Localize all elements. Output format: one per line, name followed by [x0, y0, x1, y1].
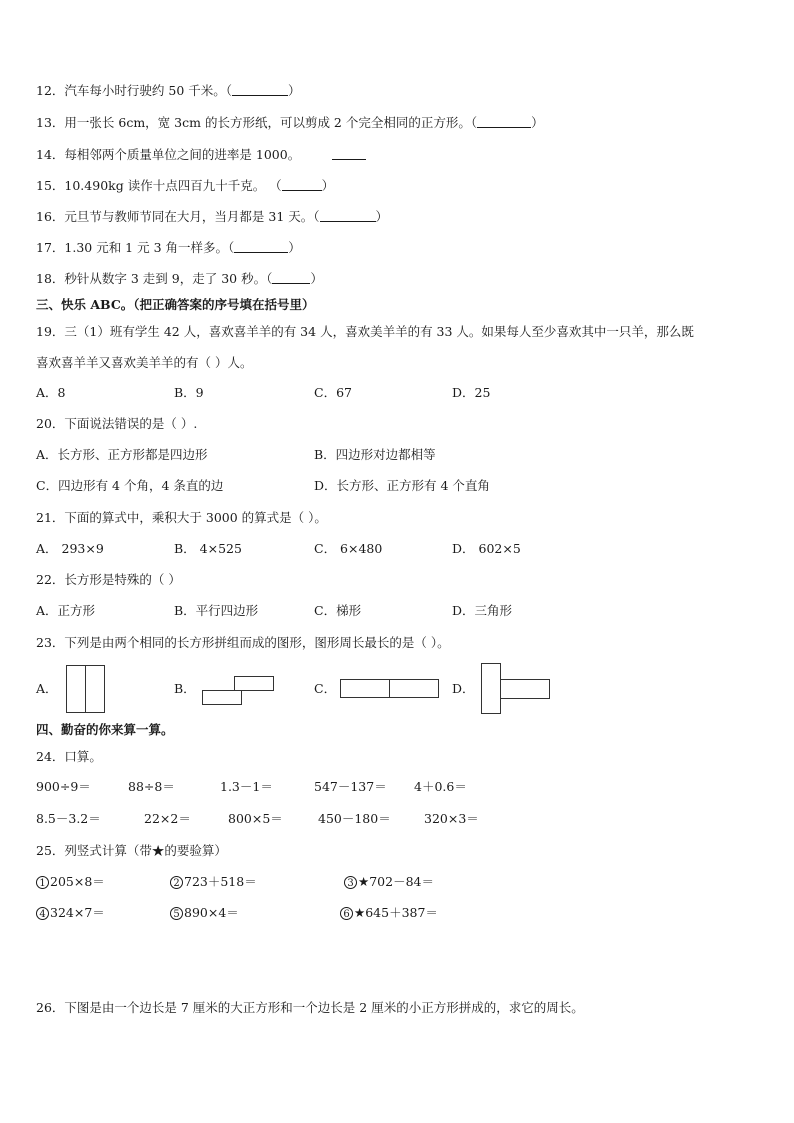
rectangle-shape [66, 665, 86, 713]
answer-blank[interactable] [332, 147, 366, 160]
section-3-heading: 三、快乐 ABC。（把正确答案的序号填在括号里） [36, 297, 315, 312]
answer-blank[interactable] [234, 240, 288, 253]
question-24: 24．口算。 [36, 749, 102, 764]
q22-option-c[interactable]: C．梯形 [314, 603, 362, 618]
question-15: 15．10.490kg 读作十点四百九十千克。 （ ） [36, 178, 335, 193]
q19-option-d[interactable]: D．25 [452, 385, 491, 400]
answer-blank[interactable] [232, 83, 288, 96]
q23-figure-b [202, 676, 274, 707]
question-12: 12．汽车每小时行驶约 50 千米。（ ） [36, 83, 301, 98]
q23-figure-d [481, 663, 551, 714]
question-22: 22．长方形是特殊的（ ） [36, 572, 181, 587]
q21-option-c[interactable]: C． 6×480 [314, 541, 383, 556]
question-23: 23．下列是由两个相同的长方形拼组而成的图形，图形周长最长的是（ ）。 [36, 635, 450, 650]
circled-number: 6 [340, 907, 353, 920]
q20-option-d[interactable]: D．长方形、正方形有 4 个直角 [314, 478, 490, 493]
oral-calc: 4＋0.6＝ [414, 779, 467, 794]
q23-option-a[interactable]: A． [36, 681, 58, 696]
question-21: 21．下面的算式中，乘积大于 3000 的算式是（ ）。 [36, 510, 327, 525]
q20-option-a[interactable]: A．长方形、正方形都是四边形 [36, 447, 208, 462]
q22-option-d[interactable]: D．三角形 [452, 603, 513, 618]
answer-blank[interactable] [282, 178, 322, 191]
circled-number: 3 [344, 876, 357, 889]
rectangle-shape [389, 679, 439, 698]
q21-option-d[interactable]: D． 602×5 [452, 541, 521, 556]
vertical-calc-item: 4 324×7＝ [36, 904, 105, 922]
vertical-calc-item: 5 890×4＝ [170, 904, 239, 922]
question-20: 20．下面说法错误的是（ ）. [36, 416, 198, 431]
answer-blank[interactable] [272, 271, 310, 284]
q23-option-b[interactable]: B． [174, 681, 196, 696]
q21-option-a[interactable]: A． 293×9 [36, 541, 104, 556]
q19-option-b[interactable]: B．9 [174, 385, 204, 400]
q23-figure-c [340, 679, 440, 699]
oral-calc: 800×5＝ [228, 811, 283, 826]
vertical-calc-item: 2 723＋518＝ [170, 873, 257, 891]
section-4-heading: 四、勤奋的你来算一算。 [36, 722, 174, 737]
oral-calc: 88÷8＝ [128, 779, 175, 794]
question-13: 13．用一张长 6cm，宽 3cm 的长方形纸，可以剪成 2 个完全相同的正方形。（ ） [36, 115, 544, 130]
q23-option-d[interactable]: D． [452, 681, 475, 696]
answer-blank[interactable] [320, 209, 376, 222]
rectangle-shape [202, 690, 242, 705]
rectangle-shape [481, 663, 501, 714]
q23-figure-a [66, 665, 106, 713]
oral-calc: 22×2＝ [144, 811, 191, 826]
vertical-calc-item: 1 205×8＝ [36, 873, 105, 891]
q20-option-b[interactable]: B．四边形对边都相等 [314, 447, 436, 462]
rectangle-shape [234, 676, 274, 691]
oral-calc: 1.3－1＝ [220, 779, 273, 794]
question-18: 18．秒针从数字 3 走到 9，走了 30 秒。（ ） [36, 271, 323, 286]
vertical-calc-item: 6 ★645＋387＝ [340, 904, 438, 922]
circled-number: 2 [170, 876, 183, 889]
oral-calc: 450－180＝ [318, 811, 391, 826]
question-25: 25．列竖式计算（带★的要验算） [36, 843, 227, 858]
q20-option-c[interactable]: C．四边形有 4 个角，4 条直的边 [36, 478, 224, 493]
circled-number: 1 [36, 876, 49, 889]
question-19-line2: 喜欢喜羊羊又喜欢美羊羊的有（ ）人。 [36, 355, 253, 370]
question-16: 16．元旦节与教师节同在大月，当月都是 31 天。（ ） [36, 209, 389, 224]
question-14: 14．每相邻两个质量单位之间的进率是 1000。 [36, 146, 366, 164]
oral-calc: 900÷9＝ [36, 779, 91, 794]
circled-number: 5 [170, 907, 183, 920]
rectangle-shape [500, 679, 550, 699]
question-19-line1: 19．三（1）班有学生 42 人，喜欢喜羊羊的有 34 人，喜欢美羊羊的有 33 人。如果每人至少喜欢其中一只羊，那么既 [36, 324, 694, 339]
q22-option-b[interactable]: B．平行四边形 [174, 603, 259, 618]
q19-option-a[interactable]: A．8 [36, 385, 66, 400]
q22-option-a[interactable]: A．正方形 [36, 603, 96, 618]
rectangle-shape [340, 679, 390, 698]
vertical-calc-item: 3 ★702－84＝ [344, 873, 434, 891]
question-17: 17．1.30 元和 1 元 3 角一样多。（ ） [36, 240, 301, 255]
question-26: 26．下图是由一个边长是 7 厘米的大正方形和一个边长是 2 厘米的小正方形拼成的，求它的周长。 [36, 1000, 584, 1015]
q21-option-b[interactable]: B． 4×525 [174, 541, 242, 556]
rectangle-shape [85, 665, 105, 713]
oral-calc: 547－137＝ [314, 779, 387, 794]
oral-calc: 8.5－3.2＝ [36, 811, 101, 826]
circled-number: 4 [36, 907, 49, 920]
q19-option-c[interactable]: C．67 [314, 385, 352, 400]
answer-blank[interactable] [477, 115, 531, 128]
oral-calc: 320×3＝ [424, 811, 479, 826]
q23-option-c[interactable]: C． [314, 681, 337, 696]
